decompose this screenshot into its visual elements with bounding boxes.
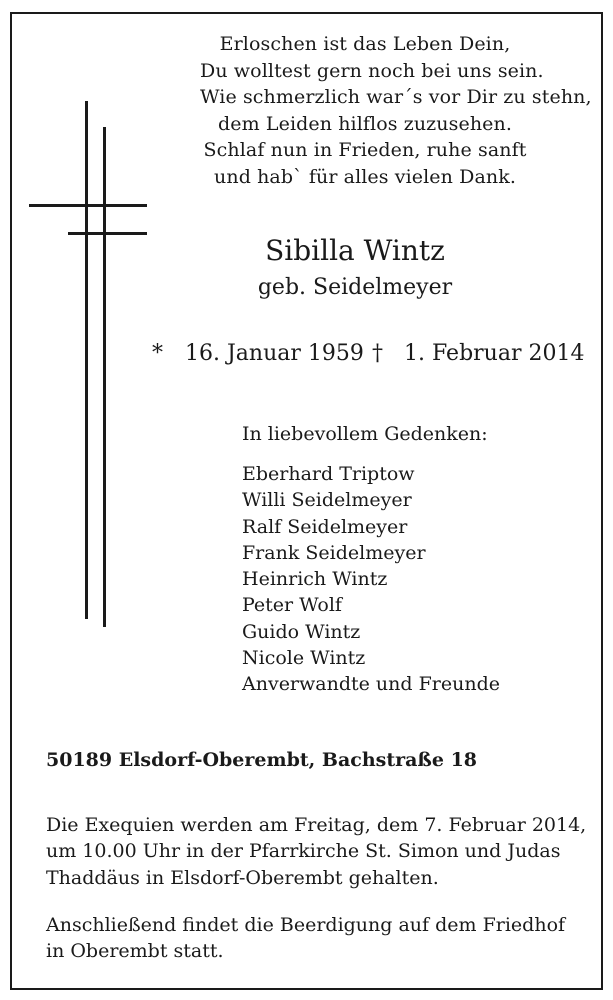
mourner-name: Willi Seidelmeyer xyxy=(242,489,412,512)
birth-date: 16. Januar 1959 xyxy=(185,341,364,366)
service-line: um 10.00 Uhr in der Pfarrkirche St. Simon und Judas xyxy=(46,840,561,863)
mourner-name: Ralf Seidelmeyer xyxy=(242,515,408,538)
mourner-name: Heinrich Wintz xyxy=(242,568,388,591)
death-symbol: † xyxy=(372,341,383,366)
mourner-name: Frank Seidelmeyer xyxy=(242,541,426,564)
mourner-name: Guido Wintz xyxy=(242,620,361,643)
cross-vertical-bar xyxy=(103,127,106,627)
poem-line: Du wolltest gern noch bei uns sein. xyxy=(200,59,544,82)
cross-horizontal-bar xyxy=(29,204,147,207)
poem-line: und hab` für alles vielen Dank. xyxy=(214,165,516,188)
mourner-name: Anverwandte und Freunde xyxy=(242,673,500,696)
burial-paragraph xyxy=(46,912,566,965)
maiden-name: geb. Seidelmeyer xyxy=(257,275,453,300)
poem xyxy=(200,31,592,190)
burial-line: Anschließend findet die Beerdigung auf dem Friedhof xyxy=(46,914,566,936)
poem-line: Schlaf nun in Frieden, ruhe sanft xyxy=(203,139,527,161)
mourner-name: Eberhard Triptow xyxy=(242,463,415,485)
cross-vertical-bar xyxy=(85,101,88,619)
service-line: Die Exequien werden am Freitag, dem 7. Februar 2014, xyxy=(46,814,587,836)
family-address: 50189 Elsdorf-Oberembt, Bachstraße 18 xyxy=(46,749,478,771)
mourner-list xyxy=(242,461,500,698)
deceased-name: Sibilla Wintz xyxy=(265,234,445,267)
poem-line: Erloschen ist das Leben Dein, xyxy=(219,33,511,55)
mourner-name: Peter Wolf xyxy=(242,594,342,617)
death-date: 1. Februar 2014 xyxy=(404,341,585,366)
burial-line: in Oberembt statt. xyxy=(46,940,224,963)
birth-symbol: * xyxy=(152,341,163,366)
cross-horizontal-bar xyxy=(68,232,147,235)
mourner-name: Nicole Wintz xyxy=(242,647,366,670)
poem-line: dem Leiden hilflos zuzusehen. xyxy=(218,112,512,135)
poem-line: Wie schmerzlich war´s vor Dir zu stehn, xyxy=(200,86,592,108)
service-paragraph xyxy=(46,812,587,891)
mourning-heading: In liebevollem Gedenken: xyxy=(242,423,488,445)
service-line: Thaddäus in Elsdorf-Oberembt gehalten. xyxy=(46,866,439,889)
